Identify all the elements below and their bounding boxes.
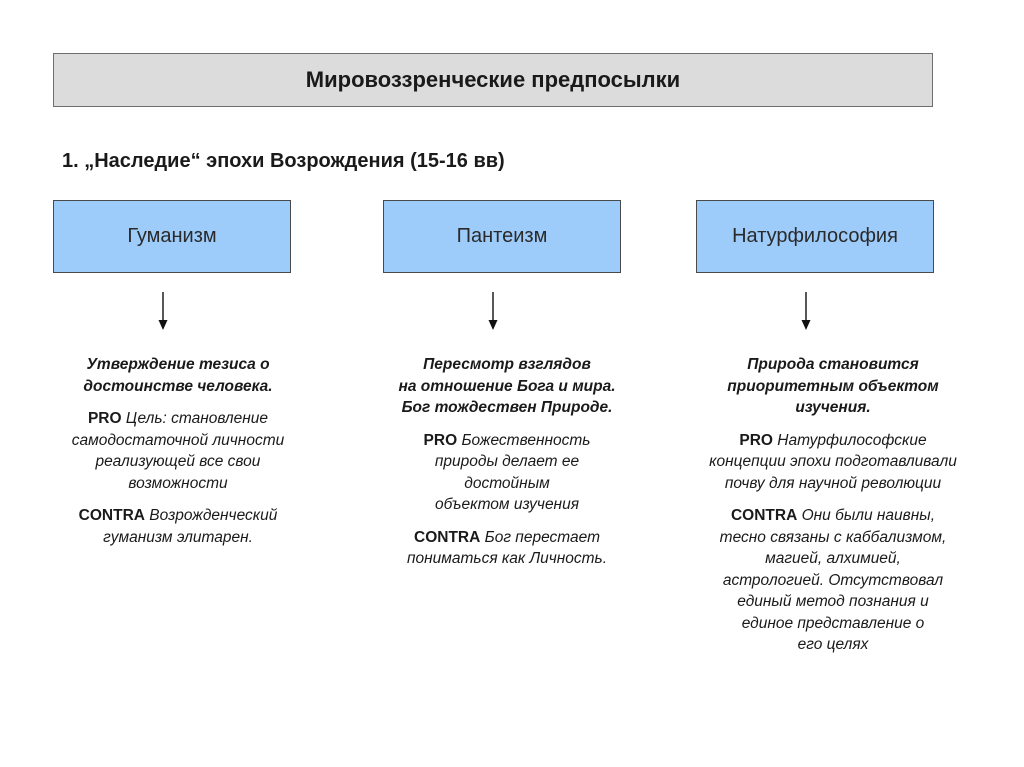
arrow-down-icon — [800, 292, 812, 330]
pro-text: PRO Натурфилософские концепции эпохи подготавливали почву для научной революции — [709, 431, 957, 492]
arrow-down-icon — [157, 292, 169, 330]
column-natural-philosophy — [668, 354, 998, 656]
contra-text: CONTRA Возрожденческий гуманизм элитарен. — [78, 507, 278, 546]
diagram-title: Мировоззренческие предпосылки — [53, 53, 933, 107]
pro-tag: PRO — [739, 431, 773, 449]
thesis-text: Природа становится приоритетным объектом изучения. — [727, 356, 939, 416]
arrow-down-icon — [487, 292, 499, 330]
pro-text: PRO Цель: становление самодостаточной личности реализующей все свои возможности — [71, 410, 285, 492]
contra-text: CONTRA Они были наивны, тесно связаны с каббализмом, магией, алхимией, астрологией. Отсутствовал единый метод познания и единое представление о его целях — [719, 507, 947, 653]
column-pantheism — [357, 354, 657, 570]
concept-box-pantheism: Пантеизм — [383, 200, 621, 273]
pro-tag: PRO — [87, 410, 122, 427]
pro-text: PRO Божественность природы делает ее достойным объектом изучения — [423, 431, 591, 513]
thesis-text: Утверждение тезиса о достоинстве человека. — [83, 356, 273, 395]
contra-tag: CONTRA — [414, 528, 481, 546]
concept-box-natural-philosophy: Натурфилософия — [696, 200, 934, 273]
column-humanism — [28, 354, 328, 548]
thesis-text: Пересмотр взглядов на отношение Бога и мира. Бог тождествен Природе. — [398, 356, 616, 416]
contra-tag: CONTRA — [78, 507, 145, 524]
section-heading: 1. „Наследие“ эпохи Возрождения (15-16 вв) — [62, 150, 505, 172]
contra-tag: CONTRA — [730, 507, 798, 524]
concept-box-humanism: Гуманизм — [53, 200, 291, 273]
contra-text: CONTRA Бог перестает пониматься как Личность. — [406, 528, 608, 567]
pro-tag: PRO — [423, 431, 458, 449]
